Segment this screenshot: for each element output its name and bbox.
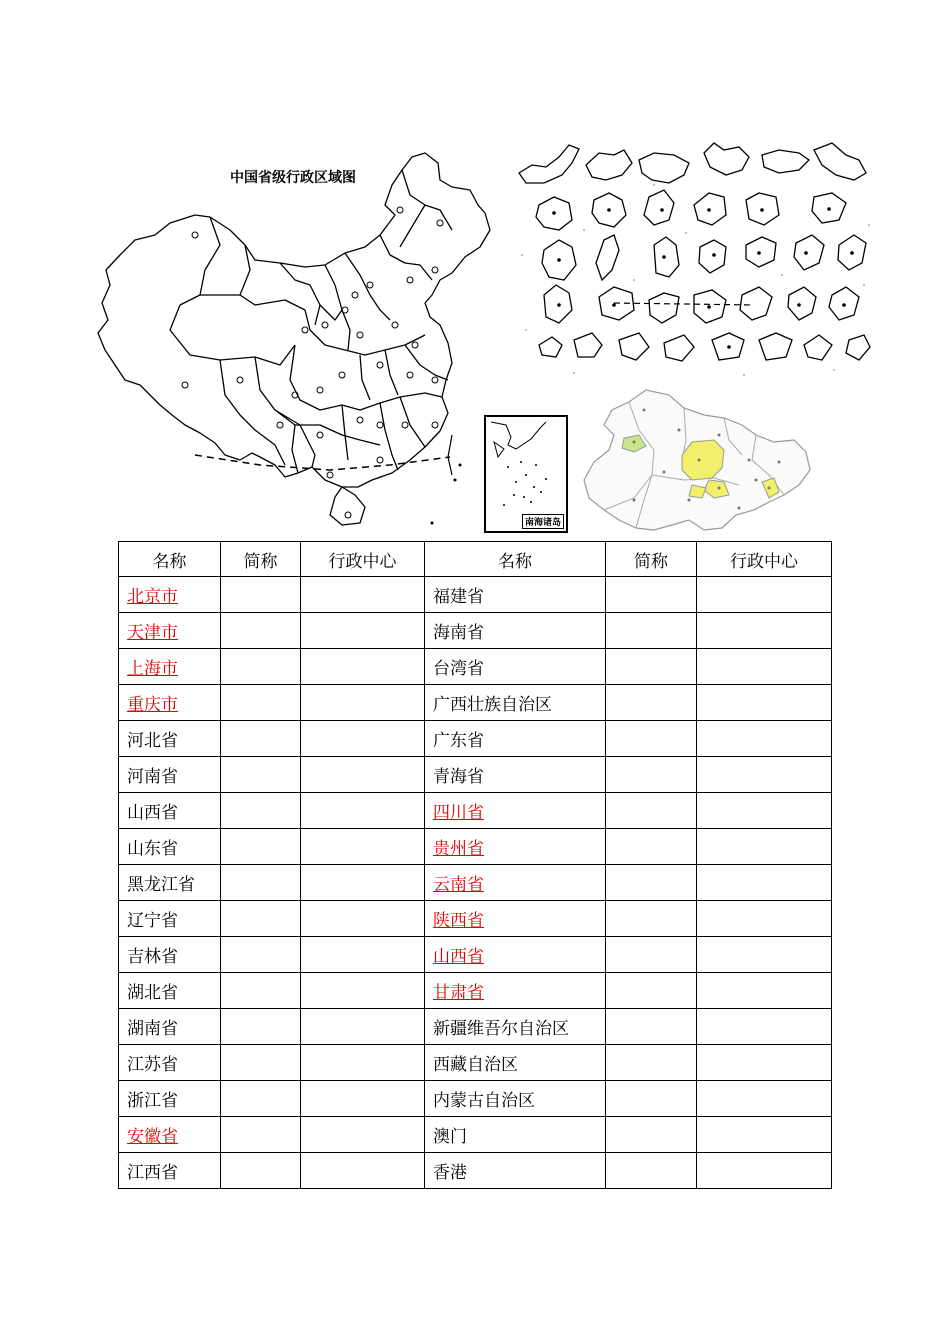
capital-cell-left xyxy=(301,577,425,613)
abbreviation-cell-right xyxy=(606,1009,697,1045)
province-name-right: 贵州省 xyxy=(425,829,606,865)
capital-cell-right xyxy=(697,613,832,649)
capital-cell-left xyxy=(301,1117,425,1153)
table-row xyxy=(119,1153,832,1189)
capital-cell-left xyxy=(301,973,425,1009)
abbreviation-cell-left xyxy=(221,577,301,613)
province-name-left: 江苏省 xyxy=(119,1045,221,1081)
province-name-left: 浙江省 xyxy=(119,1081,221,1117)
capital-cell-right xyxy=(697,1117,832,1153)
header-name-right: 名称 xyxy=(425,542,606,577)
province-name-left: 北京市 xyxy=(119,577,221,613)
capital-cell-left xyxy=(301,865,425,901)
header-capital-left: 行政中心 xyxy=(301,542,425,577)
capital-cell-right xyxy=(697,973,832,1009)
capital-cell-right xyxy=(697,685,832,721)
province-name-left: 黑龙江省 xyxy=(119,865,221,901)
capital-cell-right xyxy=(697,577,832,613)
table-row xyxy=(119,829,832,865)
capital-cell-left xyxy=(301,721,425,757)
table-row xyxy=(119,901,832,937)
province-name-left: 河南省 xyxy=(119,757,221,793)
province-name-right: 陕西省 xyxy=(425,901,606,937)
map-illustration xyxy=(80,135,880,545)
capital-cell-right xyxy=(697,1045,832,1081)
capital-cell-left xyxy=(301,937,425,973)
capital-cell-right xyxy=(697,829,832,865)
abbreviation-cell-right xyxy=(606,1081,697,1117)
province-name-right: 山西省 xyxy=(425,937,606,973)
province-name-left: 山西省 xyxy=(119,793,221,829)
province-name-right: 海南省 xyxy=(425,613,606,649)
abbreviation-cell-left xyxy=(221,1009,301,1045)
province-name-right: 台湾省 xyxy=(425,649,606,685)
abbreviation-cell-left xyxy=(221,1117,301,1153)
abbreviation-cell-right xyxy=(606,685,697,721)
capital-cell-right xyxy=(697,757,832,793)
province-name-right: 新疆维吾尔自治区 xyxy=(425,1009,606,1045)
header-abbr-left: 简称 xyxy=(221,542,301,577)
map-title: 中国省级行政区域图 xyxy=(230,170,356,186)
abbreviation-cell-right xyxy=(606,901,697,937)
abbreviation-cell-left xyxy=(221,1045,301,1081)
abbreviation-cell-right xyxy=(606,1153,697,1189)
capital-cell-left xyxy=(301,793,425,829)
abbreviation-cell-right xyxy=(606,829,697,865)
capital-cell-left xyxy=(301,613,425,649)
province-name-right: 云南省 xyxy=(425,865,606,901)
table-row xyxy=(119,793,832,829)
table-row xyxy=(119,757,832,793)
abbreviation-cell-left xyxy=(221,937,301,973)
table-row xyxy=(119,577,832,613)
abbreviation-cell-right xyxy=(606,577,697,613)
province-shapes-grid xyxy=(514,135,874,380)
table-body xyxy=(119,577,832,1189)
province-name-left: 上海市 xyxy=(119,649,221,685)
capital-cell-right xyxy=(697,793,832,829)
abbreviation-cell-left xyxy=(221,613,301,649)
table-header-row xyxy=(119,542,832,577)
abbreviation-cell-right xyxy=(606,1117,697,1153)
header-capital-right: 行政中心 xyxy=(697,542,832,577)
capital-cell-right xyxy=(697,901,832,937)
abbreviation-cell-right xyxy=(606,937,697,973)
capital-cell-left xyxy=(301,649,425,685)
province-name-right: 广东省 xyxy=(425,721,606,757)
capital-cell-left xyxy=(301,757,425,793)
capital-cell-right xyxy=(697,649,832,685)
province-name-left: 安徽省 xyxy=(119,1117,221,1153)
abbreviation-cell-left xyxy=(221,1081,301,1117)
table-row xyxy=(119,613,832,649)
province-name-left: 天津市 xyxy=(119,613,221,649)
capital-cell-left xyxy=(301,829,425,865)
province-name-right: 西藏自治区 xyxy=(425,1045,606,1081)
abbreviation-cell-left xyxy=(221,649,301,685)
abbreviation-cell-right xyxy=(606,757,697,793)
abbreviation-cell-left xyxy=(221,1153,301,1189)
abbreviation-cell-right xyxy=(606,1045,697,1081)
province-name-right: 甘肃省 xyxy=(425,973,606,1009)
abbreviation-cell-left xyxy=(221,901,301,937)
capital-cell-right xyxy=(697,865,832,901)
province-name-right: 澳门 xyxy=(425,1117,606,1153)
province-name-left: 江西省 xyxy=(119,1153,221,1189)
capital-cell-right xyxy=(697,1153,832,1189)
province-name-left: 湖南省 xyxy=(119,1009,221,1045)
capital-cell-left xyxy=(301,1153,425,1189)
province-name-right: 香港 xyxy=(425,1153,606,1189)
abbreviation-cell-left xyxy=(221,721,301,757)
abbreviation-cell-left xyxy=(221,757,301,793)
abbreviation-cell-left xyxy=(221,865,301,901)
capital-cell-left xyxy=(301,1045,425,1081)
province-name-left: 重庆市 xyxy=(119,685,221,721)
header-name-left: 名称 xyxy=(119,542,221,577)
province-name-left: 吉林省 xyxy=(119,937,221,973)
province-name-right: 青海省 xyxy=(425,757,606,793)
abbreviation-cell-right xyxy=(606,613,697,649)
abbreviation-cell-right xyxy=(606,649,697,685)
table-row xyxy=(119,721,832,757)
province-name-left: 辽宁省 xyxy=(119,901,221,937)
abbreviation-cell-left xyxy=(221,829,301,865)
table-row xyxy=(119,1081,832,1117)
table-row xyxy=(119,649,832,685)
province-table xyxy=(118,541,832,1189)
capital-cell-left xyxy=(301,1009,425,1045)
capital-cell-left xyxy=(301,685,425,721)
province-name-left: 山东省 xyxy=(119,829,221,865)
abbreviation-cell-right xyxy=(606,973,697,1009)
hubei-province-map xyxy=(574,380,814,540)
capital-cell-right xyxy=(697,721,832,757)
table-row xyxy=(119,1117,832,1153)
abbreviation-cell-right xyxy=(606,793,697,829)
capital-cell-right xyxy=(697,937,832,973)
capital-cell-right xyxy=(697,1009,832,1045)
province-name-right: 四川省 xyxy=(425,793,606,829)
province-name-right: 广西壮族自治区 xyxy=(425,685,606,721)
province-name-left: 湖北省 xyxy=(119,973,221,1009)
table-row xyxy=(119,973,832,1009)
table-row xyxy=(119,937,832,973)
abbreviation-cell-right xyxy=(606,865,697,901)
province-name-left: 河北省 xyxy=(119,721,221,757)
table-row xyxy=(119,865,832,901)
abbreviation-cell-right xyxy=(606,721,697,757)
capital-cell-left xyxy=(301,901,425,937)
abbreviation-cell-left xyxy=(221,973,301,1009)
china-province-map xyxy=(80,135,520,535)
abbreviation-cell-left xyxy=(221,793,301,829)
inset-label: 南海诸岛 xyxy=(522,514,564,529)
province-name-right: 内蒙古自治区 xyxy=(425,1081,606,1117)
header-abbr-right: 简称 xyxy=(606,542,697,577)
south-china-sea-inset xyxy=(484,415,568,533)
province-name-right: 福建省 xyxy=(425,577,606,613)
abbreviation-cell-left xyxy=(221,685,301,721)
capital-cell-left xyxy=(301,1081,425,1117)
capital-cell-right xyxy=(697,1081,832,1117)
table-row xyxy=(119,1045,832,1081)
table-row xyxy=(119,685,832,721)
table-row xyxy=(119,1009,832,1045)
